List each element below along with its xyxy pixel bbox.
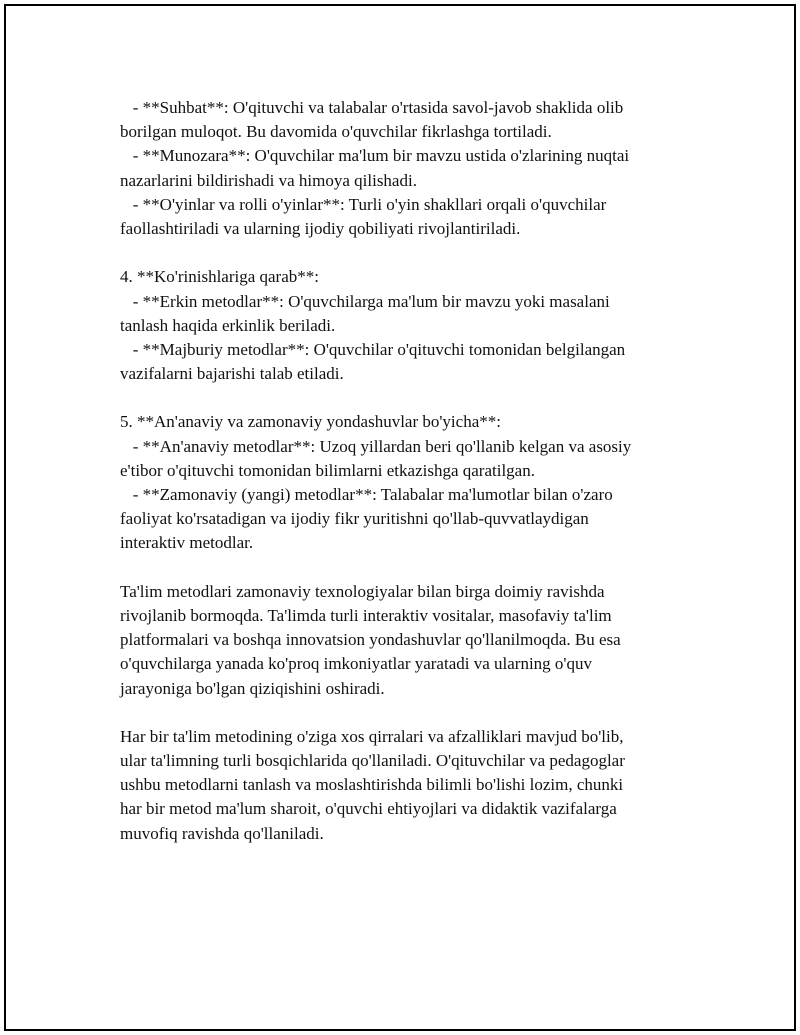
text-line: Har bir ta'lim metodining o'ziga xos qirralari va afzalliklari mavjud bo'lib,	[120, 726, 624, 746]
document-body	[120, 96, 700, 846]
paragraph-conclusion	[120, 725, 700, 846]
text-line: - **Majburiy metodlar**: O'quvchilar o'qituvchi tomonidan belgilangan	[120, 339, 626, 359]
text-line: o'quvchilarga yanada ko'proq imkoniyatlar yaratadi va ularning o'quv	[120, 654, 592, 674]
text-line: ushbu metodlarni tanlash va moslashtirishda bilimli bo'lishi lozim, chunki	[120, 775, 624, 795]
text-line: har bir metod ma'lum sharoit, o'quvchi ehtiyojlari va didaktik vazifalarga	[120, 799, 617, 819]
paragraph-spacer	[120, 386, 700, 410]
text-line: ular ta'limning turli bosqichlarida qo'llaniladi. O'qituvchilar va pedagoglar	[120, 751, 625, 771]
text-line: - **O'yinlar va rolli o'yinlar**: Turli o'yin shakllari orqali o'quvchilar	[120, 194, 607, 214]
text-line: Ta'lim metodlari zamonaviy texnologiyalar bilan birga doimiy ravishda	[120, 581, 605, 601]
text-line: - **Suhbat**: O'qituvchi va talabalar o'rtasida savol-javob shaklida olib	[120, 98, 624, 117]
text-line: jarayoniga bo'lgan qiziqishini oshiradi.	[120, 678, 385, 698]
page-frame	[4, 4, 796, 1031]
text-line: interaktiv metodlar.	[120, 533, 254, 553]
text-line: tanlash haqida erkinlik beriladi.	[120, 315, 336, 335]
text-line: - **Munozara**: O'quvchilar ma'lum bir mavzu ustida o'zlarining nuqtai	[120, 146, 630, 166]
text-line: platformalari va boshqa innovatsion yondashuvlar qo'llanilmoqda. Bu esa	[120, 630, 621, 650]
paragraph-spacer	[120, 556, 700, 580]
text-line: muvofiq ravishda qo'llaniladi.	[120, 823, 324, 843]
text-line: - **Zamonaviy (yangi) metodlar**: Talabalar ma'lumotlar bilan o'zaro	[120, 485, 613, 504]
paragraph-section-4	[120, 265, 700, 386]
section-heading: 4. **Ko'rinishlariga qarab**:	[120, 267, 319, 287]
text-line: nazarlarini bildirishadi va himoya qilishadi.	[120, 170, 417, 190]
paragraph-spacer	[120, 241, 700, 265]
text-line: e'tibor o'qituvchi tomonidan bilimlarni etkazishga qaratilgan.	[120, 460, 535, 480]
text-line: - **An'anaviy metodlar**: Uzoq yillardan beri qo'llanib kelgan va asosiy	[120, 436, 632, 456]
text-line: faollashtiriladi va ularning ijodiy qobiliyati rivojlantiriladi.	[120, 218, 521, 238]
paragraph-spacer	[120, 701, 700, 725]
paragraph-technologies	[120, 580, 700, 701]
text-line: rivojlanib bormoqda. Ta'limda turli interaktiv vositalar, masofaviy ta'lim	[120, 605, 612, 625]
text-line: - **Erkin metodlar**: O'quvchilarga ma'lum bir mavzu yoki masalani	[120, 291, 610, 311]
text-line: borilgan muloqot. Bu davomida o'quvchilar fikrlashga tortiladi.	[120, 122, 552, 142]
text-line: faoliyat ko'rsatadigan va ijodiy fikr yuritishni qo'llab-quvvatlaydigan	[120, 509, 589, 529]
paragraph-section-5	[120, 410, 700, 555]
text-line: vazifalarni bajarishi talab etiladi.	[120, 364, 344, 384]
paragraph-methods-dialogue	[120, 96, 700, 241]
section-heading: 5. **An'anaviy va zamonaviy yondashuvlar bo'yicha**:	[120, 412, 501, 432]
